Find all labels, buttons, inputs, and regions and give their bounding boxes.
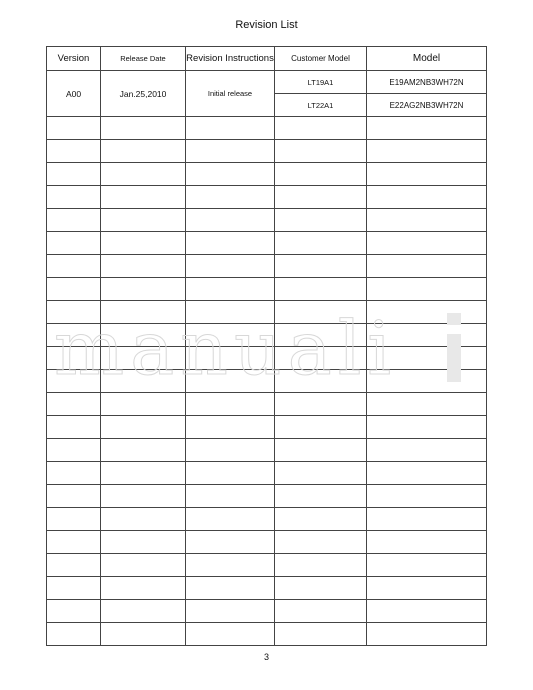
empty-cell: [367, 301, 487, 324]
empty-cell: [47, 232, 101, 255]
empty-cell: [101, 324, 186, 347]
empty-cell: [186, 209, 275, 232]
empty-cell: [367, 186, 487, 209]
empty-cell: [101, 117, 186, 140]
empty-cell: [367, 232, 487, 255]
empty-cell: [275, 209, 367, 232]
empty-cell: [367, 531, 487, 554]
empty-cell: [101, 531, 186, 554]
empty-cell: [47, 140, 101, 163]
empty-cell: [186, 186, 275, 209]
empty-table-row: [47, 232, 487, 255]
empty-cell: [47, 255, 101, 278]
empty-cell: [101, 416, 186, 439]
empty-cell: [47, 508, 101, 531]
empty-cell: [47, 439, 101, 462]
empty-cell: [275, 278, 367, 301]
empty-cell: [47, 462, 101, 485]
empty-table-row: [47, 370, 487, 393]
empty-cell: [275, 577, 367, 600]
empty-table-row: [47, 577, 487, 600]
empty-cell: [101, 347, 186, 370]
empty-table-row: [47, 140, 487, 163]
cell-version: A00: [47, 71, 101, 117]
empty-cell: [367, 324, 487, 347]
empty-cell: [275, 117, 367, 140]
empty-cell: [275, 462, 367, 485]
empty-table-row: [47, 117, 487, 140]
empty-cell: [186, 600, 275, 623]
empty-cell: [367, 140, 487, 163]
empty-table-row: [47, 462, 487, 485]
empty-table-row: [47, 163, 487, 186]
empty-cell: [101, 393, 186, 416]
empty-cell: [47, 416, 101, 439]
empty-cell: [186, 255, 275, 278]
empty-cell: [186, 278, 275, 301]
empty-cell: [47, 324, 101, 347]
empty-cell: [101, 439, 186, 462]
empty-cell: [101, 255, 186, 278]
empty-table-row: [47, 531, 487, 554]
header-release-date: Release Date: [101, 47, 186, 71]
empty-cell: [275, 393, 367, 416]
empty-cell: [47, 600, 101, 623]
page-title: Revision List: [235, 19, 298, 31]
empty-cell: [101, 186, 186, 209]
empty-cell: [275, 140, 367, 163]
cell-customer-model: LT19A1: [275, 71, 367, 94]
empty-cell: [186, 531, 275, 554]
empty-cell: [186, 393, 275, 416]
empty-table-row: [47, 439, 487, 462]
empty-cell: [47, 485, 101, 508]
header-revision-instructions: Revision Instructions: [186, 47, 275, 71]
empty-cell: [47, 278, 101, 301]
empty-cell: [101, 623, 186, 646]
empty-cell: [47, 301, 101, 324]
empty-cell: [101, 140, 186, 163]
empty-cell: [367, 416, 487, 439]
empty-table-row: [47, 255, 487, 278]
empty-cell: [367, 577, 487, 600]
empty-cell: [275, 600, 367, 623]
empty-table-row: [47, 186, 487, 209]
header-customer-model: Customer Model: [275, 47, 367, 71]
empty-cell: [101, 462, 186, 485]
empty-cell: [47, 370, 101, 393]
empty-cell: [275, 416, 367, 439]
table-row: [47, 71, 487, 94]
empty-cell: [367, 209, 487, 232]
empty-cell: [275, 485, 367, 508]
table-header-row: [47, 47, 487, 71]
empty-cell: [186, 301, 275, 324]
empty-cell: [367, 370, 487, 393]
empty-cell: [367, 600, 487, 623]
empty-cell: [186, 347, 275, 370]
revision-table: [46, 46, 487, 646]
empty-cell: [47, 209, 101, 232]
empty-cell: [367, 347, 487, 370]
empty-table-row: [47, 508, 487, 531]
cell-model: E19AM2NB3WH72N: [367, 71, 487, 94]
empty-cell: [186, 324, 275, 347]
empty-cell: [186, 232, 275, 255]
empty-cell: [275, 623, 367, 646]
empty-cell: [47, 186, 101, 209]
empty-table-row: [47, 301, 487, 324]
empty-cell: [275, 508, 367, 531]
empty-table-row: [47, 416, 487, 439]
empty-cell: [186, 508, 275, 531]
empty-cell: [275, 347, 367, 370]
empty-cell: [275, 301, 367, 324]
empty-cell: [101, 163, 186, 186]
empty-cell: [47, 554, 101, 577]
empty-cell: [367, 508, 487, 531]
empty-table-row: [47, 347, 487, 370]
empty-cell: [101, 485, 186, 508]
empty-table-row: [47, 554, 487, 577]
empty-cell: [186, 140, 275, 163]
empty-cell: [275, 163, 367, 186]
empty-cell: [47, 531, 101, 554]
page-number: 3: [263, 652, 269, 662]
empty-cell: [367, 393, 487, 416]
empty-cell: [101, 554, 186, 577]
empty-cell: [367, 255, 487, 278]
empty-cell: [47, 623, 101, 646]
empty-cell: [367, 117, 487, 140]
empty-cell: [367, 623, 487, 646]
cell-customer-model: LT22A1: [275, 94, 367, 117]
empty-cell: [186, 554, 275, 577]
empty-cell: [275, 324, 367, 347]
empty-cell: [186, 370, 275, 393]
empty-cell: [186, 117, 275, 140]
empty-table-row: [47, 209, 487, 232]
empty-cell: [275, 370, 367, 393]
empty-cell: [47, 393, 101, 416]
empty-cell: [186, 163, 275, 186]
empty-cell: [101, 600, 186, 623]
empty-cell: [101, 508, 186, 531]
empty-cell: [186, 439, 275, 462]
empty-cell: [367, 278, 487, 301]
empty-cell: [275, 186, 367, 209]
empty-cell: [367, 462, 487, 485]
empty-cell: [275, 255, 367, 278]
empty-cell: [186, 485, 275, 508]
empty-cell: [47, 117, 101, 140]
empty-cell: [101, 232, 186, 255]
empty-table-row: [47, 623, 487, 646]
cell-revision-instructions: Initial release: [186, 71, 275, 117]
empty-cell: [101, 278, 186, 301]
empty-cell: [367, 163, 487, 186]
empty-cell: [275, 554, 367, 577]
empty-cell: [101, 209, 186, 232]
empty-cell: [186, 462, 275, 485]
cell-model: E22AG2NB3WH72N: [367, 94, 487, 117]
empty-cell: [47, 163, 101, 186]
watermark-logo: manuali: [54, 306, 398, 392]
empty-cell: [186, 416, 275, 439]
empty-cell: [47, 577, 101, 600]
empty-table-row: [47, 278, 487, 301]
empty-cell: [186, 623, 275, 646]
empty-cell: [275, 232, 367, 255]
cell-release-date: Jan.25,2010: [101, 71, 186, 117]
header-model: Model: [367, 47, 487, 71]
empty-cell: [101, 301, 186, 324]
empty-table-row: [47, 393, 487, 416]
empty-table-row: [47, 324, 487, 347]
empty-cell: [367, 554, 487, 577]
empty-cell: [186, 577, 275, 600]
empty-cell: [101, 577, 186, 600]
empty-cell: [275, 439, 367, 462]
empty-table-row: [47, 600, 487, 623]
empty-cell: [101, 370, 186, 393]
empty-table-row: [47, 485, 487, 508]
empty-cell: [47, 347, 101, 370]
header-version: Version: [47, 47, 101, 71]
empty-cell: [367, 485, 487, 508]
empty-cell: [275, 531, 367, 554]
empty-cell: [367, 439, 487, 462]
